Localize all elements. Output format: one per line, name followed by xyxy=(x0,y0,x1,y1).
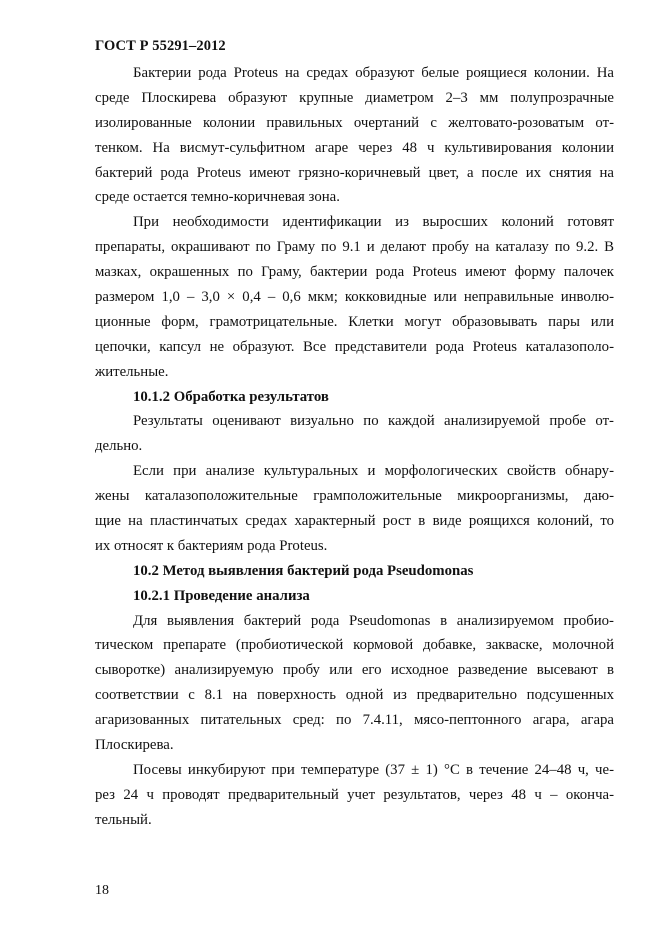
paragraph-line: Результаты оценивают визуально по каждой анализируемой пробе от- xyxy=(133,413,614,430)
paragraph-line: сыворотке) анализируемую пробу или его исходное разведение высевают в xyxy=(95,662,614,679)
section-heading-line: 10.2.1 Проведение анализа xyxy=(133,587,310,604)
paragraph-line: щие на пластинчатых средах характерный рост в виде роящихся колоний, то xyxy=(95,513,614,530)
paragraph-line: бактерий рода Proteus имеют грязно-коричневый цвет, а после их снятия на xyxy=(95,164,614,181)
paragraph-line: дельно. xyxy=(95,438,143,455)
paragraph-line: соответствии с 8.1 на поверхность одной из предварительно подсушенных xyxy=(95,687,614,704)
paragraph-line: рез 24 ч проводят предварительный учет результатов, через 48 ч – оконча- xyxy=(95,786,614,803)
page-number: 18 xyxy=(95,883,109,898)
paragraph-line: размером 1,0 – 3,0 × 0,4 – 0,6 мкм; кокковидные или неправильные инволю- xyxy=(95,289,614,306)
section-heading-line: 10.2 Метод выявления бактерий рода Pseudomonas xyxy=(133,562,474,579)
document-body-text xyxy=(95,61,614,833)
paragraph-line: Плоскирева. xyxy=(95,737,174,754)
paragraph-line: цепочки, капсул не образуют. Все представители рода Proteus каталазополо- xyxy=(95,338,614,355)
paragraph-line: мазках, окрашенных по Граму, бактерии рода Proteus имеют форму палочек xyxy=(95,264,614,281)
paragraph-line: При необходимости идентификации из выросших колоний готовят xyxy=(133,214,614,231)
paragraph-line: жены каталазоположительные грамположительные микроорганизмы, даю- xyxy=(95,488,614,505)
document-standard-header: ГОСТ Р 55291–2012 xyxy=(95,38,226,54)
paragraph-line: Если при анализе культуральных и морфологических свойств обнару- xyxy=(133,463,614,480)
paragraph-line: тельный. xyxy=(95,811,152,828)
paragraph-line: среде Плоскирева образуют крупные диаметром 2–3 мм полупрозрачные xyxy=(95,89,614,106)
paragraph-line: Посевы инкубируют при температуре (37 ± 1) °С в течение 24–48 ч, че- xyxy=(133,761,614,778)
paragraph-line: Для выявления бактерий рода Pseudomonas в анализируемом пробио- xyxy=(133,612,614,629)
paragraph-line: тенком. На висмут-сульфитном агаре через 48 ч культивирования колонии xyxy=(95,139,614,156)
paragraph-line: тическом препарате (пробиотической кормовой добавке, закваске, молочной xyxy=(95,637,614,654)
paragraph-line: их относят к бактериям рода Proteus. xyxy=(95,537,328,554)
paragraph-line: ционные форм, грамотрицательные. Клетки могут образовывать пары или xyxy=(95,313,614,330)
paragraph-line: Бактерии рода Proteus на средах образуют белые роящиеся колонии. На xyxy=(133,65,614,81)
paragraph-line: жительные. xyxy=(95,363,169,380)
section-heading-line: 10.1.2 Обработка результатов xyxy=(133,388,329,405)
paragraph-line: агаризованных питательных сред: по 7.4.11, мясо-пептонного агара, агара xyxy=(95,712,614,729)
paragraph-line: препараты, окрашивают по Граму по 9.1 и делают пробу на каталазу по 9.2. В xyxy=(95,239,614,256)
paragraph-line: среде остается темно-коричневая зона. xyxy=(95,189,340,206)
paragraph-line: изолированные колонии правильных очертаний с желтовато-розоватым от- xyxy=(95,114,614,131)
